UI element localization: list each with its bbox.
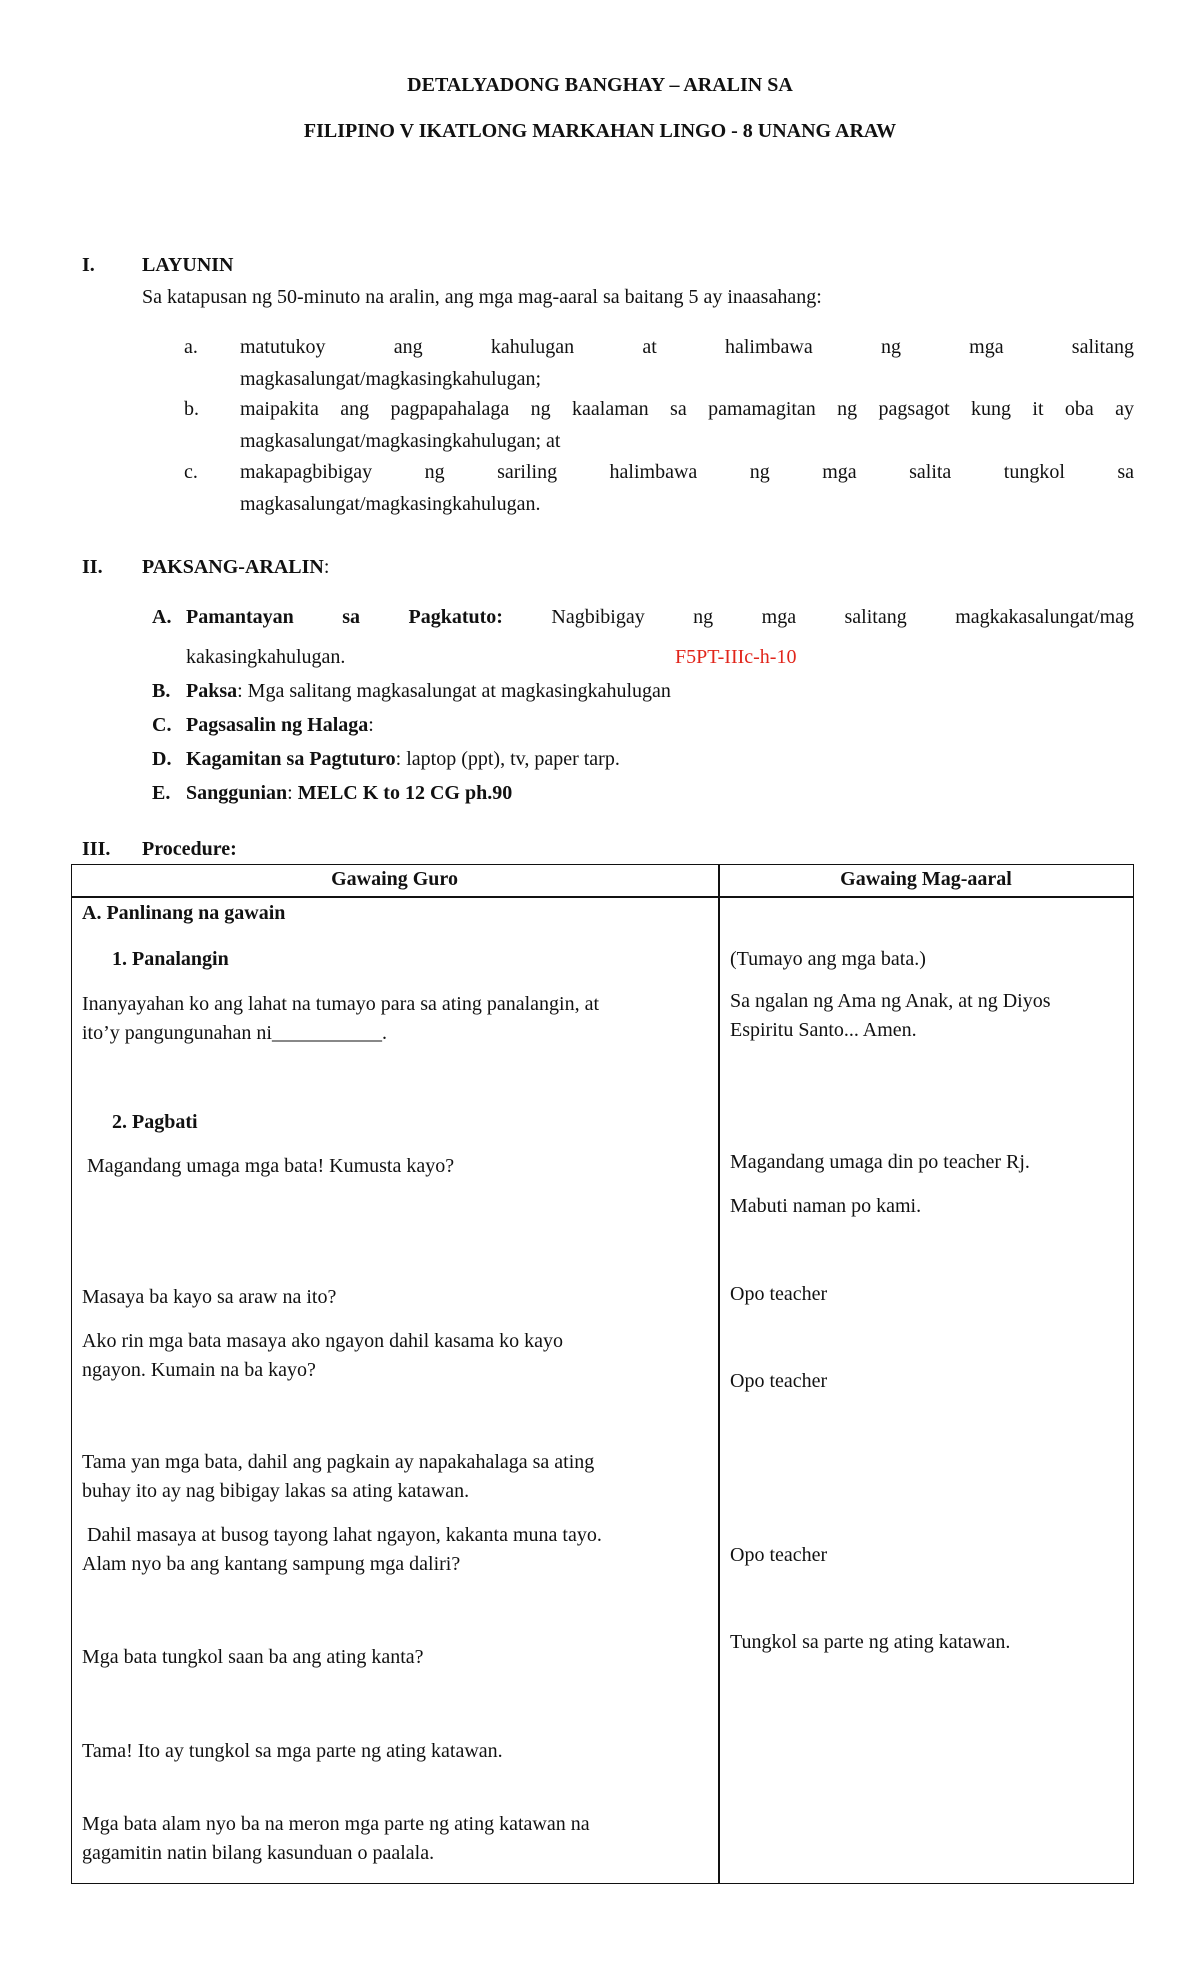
guro-panalangin-line1: Inanyayahan ko ang lahat na tumayo para sa ating panalangin, at	[82, 993, 600, 1015]
section-number-2: II.	[82, 556, 103, 578]
guro-tama-yan-line2: buhay ito ay nag bibigay lakas sa ating katawan.	[82, 1480, 470, 1502]
mag-aaral-opo-2: Opo teacher	[730, 1370, 828, 1392]
kagamitan-line	[186, 748, 620, 771]
objective-a-line1: matutukoy ang kahulugan at halimbawa ng mga salitang	[240, 336, 1134, 358]
objective-b-line1: maipakita ang pagpapahalaga ng kaalaman sa pamamagitan ng pagsagot kung it oba ay	[240, 398, 1134, 420]
guro-kasunduan-line1: Mga bata alam nyo ba na meron mga parte ng ating katawan na	[82, 1813, 590, 1835]
guro-ako-rin-line1: Ako rin mga bata masaya ako ngayon dahil kasama ko kayo	[82, 1330, 563, 1352]
mag-aaral-opo-3: Opo teacher	[730, 1544, 828, 1566]
table-header-mag-aaral: Gawaing Mag-aaral	[840, 868, 1012, 890]
objective-a-line2: magkasalungat/magkasingkahulugan;	[240, 368, 542, 390]
guro-greeting: Magandang umaga mga bata! Kumusta kayo?	[82, 1155, 455, 1177]
mag-aaral-greeting: Magandang umaga din po teacher Rj.	[730, 1151, 1030, 1173]
guro-masaya: Masaya ba kayo sa araw na ito?	[82, 1286, 337, 1308]
mag-aaral-tumayo: (Tumayo ang mga bata.)	[730, 948, 926, 970]
objective-letter-b: b.	[184, 398, 199, 420]
pamantayan-label: Pamantayan sa Pagkatuto:	[186, 606, 503, 628]
table-header-divider	[71, 896, 1134, 898]
layunin-intro: Sa katapusan ng 50-minuto na aralin, ang mga mag-aaral sa baitang 5 ay inaasahang:	[142, 286, 822, 308]
table-column-divider	[718, 864, 720, 1884]
guro-tama-ito: Tama! Ito ay tungkol sa mga parte ng ating katawan.	[82, 1740, 503, 1762]
pagsasalin-text: :	[368, 714, 374, 736]
kagamitan-label: Kagamitan sa Pagtuturo	[186, 748, 396, 770]
mag-aaral-tungkol: Tungkol sa parte ng ating katawan.	[730, 1631, 1011, 1653]
section-number-1: I.	[82, 254, 95, 276]
objective-letter-c: c.	[184, 461, 198, 483]
paksa-letter-e: E.	[152, 782, 171, 804]
pamantayan-line1	[186, 606, 1134, 629]
mag-aaral-panalangin-line2: Espiritu Santo... Amen.	[730, 1019, 917, 1041]
paksa-text: : Mga salitang magkasalungat at magkasingkahulugan	[237, 680, 671, 702]
paksa-letter-d: D.	[152, 748, 172, 770]
guro-panalangin-line2: ito’y pangungunahan ni___________.	[82, 1022, 387, 1044]
pagsasalin-label: Pagsasalin ng Halaga	[186, 714, 369, 736]
paksa-letter-b: B.	[152, 680, 171, 702]
guro-kakanta-line1: Dahil masaya at busog tayong lahat ngayon, kakanta muna tayo.	[82, 1524, 602, 1546]
sanggunian-label: Sanggunian	[186, 782, 288, 804]
objective-b-line2: magkasalungat/magkasingkahulugan; at	[240, 430, 561, 452]
document-title: DETALYADONG BANGHAY – ARALIN SA	[407, 74, 793, 96]
pamantayan-text: Nagbibigay ng mga salitang magkakasalungat/mag	[551, 606, 1135, 628]
guro-tungkol-saan: Mga bata tungkol saan ba ang ating kanta?	[82, 1646, 424, 1668]
sanggunian-line	[186, 782, 512, 805]
mag-aaral-opo-1: Opo teacher	[730, 1283, 828, 1305]
paksa-line	[186, 680, 671, 703]
paksa-letter-a: A.	[152, 606, 172, 628]
objective-letter-a: a.	[184, 336, 198, 358]
section-heading-paksang-aralin	[142, 556, 329, 579]
paksa-label: Paksa	[186, 680, 238, 702]
table-header-guro: Gawaing Guro	[331, 868, 458, 890]
guro-kakanta-line2: Alam nyo ba ang kantang sampung mga daliri?	[82, 1553, 461, 1575]
document-subtitle: FILIPINO V IKATLONG MARKAHAN LINGO - 8 UNANG ARAW	[303, 120, 897, 142]
section-heading-layunin: LAYUNIN	[142, 254, 234, 276]
pagsasalin-line	[186, 714, 374, 737]
panlinang-heading: A. Panlinang na gawain	[82, 902, 286, 924]
section-heading-procedure: Procedure:	[142, 838, 237, 860]
paksa-letter-c: C.	[152, 714, 172, 736]
guro-ako-rin-line2: ngayon. Kumain na ba kayo?	[82, 1359, 316, 1381]
paksang-aralin-heading: PAKSANG-ARALIN	[142, 556, 324, 578]
guro-tama-yan-line1: Tama yan mga bata, dahil ang pagkain ay napakahalaga sa ating	[82, 1451, 595, 1473]
objective-c-line2: magkasalungat/magkasingkahulugan.	[240, 493, 541, 515]
mag-aaral-mabuti: Mabuti naman po kami.	[730, 1195, 922, 1217]
paksang-aralin-colon: :	[323, 556, 330, 578]
sanggunian-colon: :	[287, 782, 298, 804]
mag-aaral-panalangin-line1: Sa ngalan ng Ama ng Anak, at ng Diyos	[730, 990, 1051, 1012]
competency-code: F5PT-IIIc-h-10	[675, 646, 797, 668]
objective-c-line1: makapagbibigay ng sariling halimbawa ng mga salita tungkol sa	[240, 461, 1134, 483]
panalangin-heading: 1. Panalangin	[112, 948, 229, 970]
pagbati-heading: 2. Pagbati	[112, 1111, 198, 1133]
kagamitan-text: : laptop (ppt), tv, paper tarp.	[395, 748, 620, 770]
sanggunian-reference: MELC K to 12 CG ph.90	[297, 782, 513, 804]
section-number-3: III.	[82, 838, 111, 860]
guro-kasunduan-line2: gagamitin natin bilang kasunduan o paalala.	[82, 1842, 435, 1864]
pamantayan-line2: kakasingkahulugan.	[186, 646, 346, 668]
